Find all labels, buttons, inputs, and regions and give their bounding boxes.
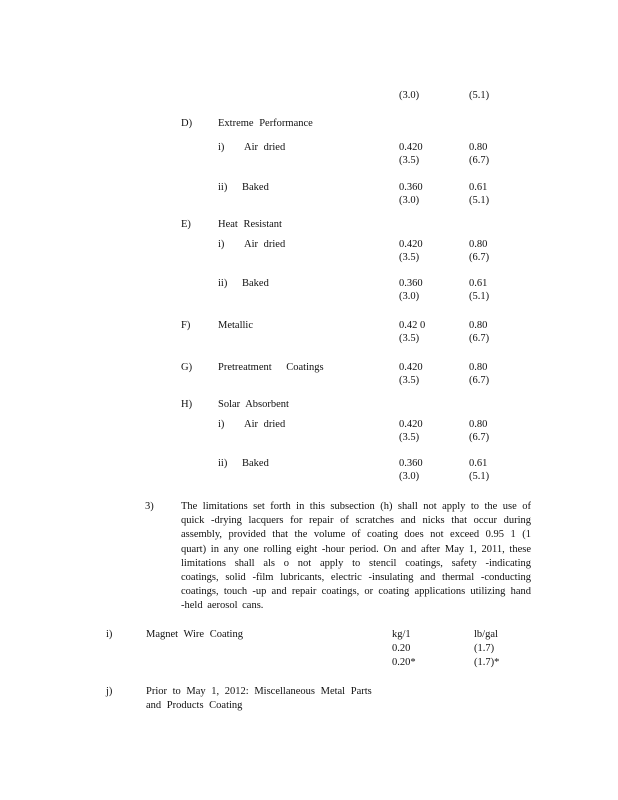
value-cell: (1.7): [474, 643, 495, 654]
value-cell: (3.5): [399, 252, 420, 263]
value-cell: (3.0): [399, 471, 420, 482]
value-cell: (6.7): [469, 375, 490, 386]
value-cell: (1.7)*: [474, 657, 500, 668]
section-title-line2: and Products Coating: [146, 700, 243, 711]
section-letter: i): [106, 629, 113, 640]
subitem-number: ii): [218, 182, 228, 193]
item-letter: H): [181, 399, 193, 410]
value-cell: (5.1): [469, 195, 490, 206]
item-letter: F): [181, 320, 191, 331]
value-cell: 0.20: [392, 643, 411, 654]
value-cell: (3.0): [399, 195, 420, 206]
item-label: Heat Resistant: [218, 219, 282, 230]
value-cell: 0.80: [469, 239, 488, 250]
value-cell: (3.5): [399, 333, 420, 344]
unit-header-kg: kg/1: [392, 629, 411, 640]
subitem-label: Air dried: [244, 419, 286, 430]
value-cell: 0.61: [469, 182, 488, 193]
subitem-label: Baked: [242, 278, 269, 289]
value-cell: 0.80: [469, 419, 488, 430]
value-cell: 0.360: [399, 278, 423, 289]
subitem-label: Baked: [242, 458, 269, 469]
value-cell: (6.7): [469, 155, 490, 166]
value-cell: (3.5): [399, 155, 420, 166]
item-letter: G): [181, 362, 193, 373]
value-cell: 0.420: [399, 239, 423, 250]
subitem-label: Air dried: [244, 142, 286, 153]
value-cell: (5.1): [469, 291, 490, 302]
value-cell: 0.80: [469, 320, 488, 331]
value-cell: (3.0): [399, 90, 420, 101]
item-label: Pretreatment Coatings: [218, 362, 324, 373]
value-cell: (6.7): [469, 252, 490, 263]
value-cell: (6.7): [469, 333, 490, 344]
value-cell: 0.360: [399, 458, 423, 469]
value-cell: (5.1): [469, 90, 490, 101]
value-cell: (6.7): [469, 432, 490, 443]
value-cell: (3.0): [399, 291, 420, 302]
subitem-number: ii): [218, 458, 228, 469]
value-cell: 0.420: [399, 362, 423, 373]
value-cell: 0.420: [399, 142, 423, 153]
item-letter: D): [181, 118, 193, 129]
limitations-paragraph: The limitations set forth in this subsection (h) shall not apply to the use of quick -drying lacquers for repair of scratches and nicks that occur during assembly, provided that the volume of coating does not exceed 0.95 1 (1 quart) in any one rolling eight -hour period. On and after May 1, 2011, these limitations shall als o not apply to stencil coatings, safety -indicating coatings, solid -film lubricants, electric -insulating and thermal -conducting coatings, touch -up and repair coatings, or coating applications utilizing hand -held aerosol cans.: [181, 501, 531, 612]
subitem-label: Baked: [242, 182, 269, 193]
section-title: Magnet Wire Coating: [146, 629, 243, 640]
value-cell: (3.5): [399, 375, 420, 386]
subitem-number: ii): [218, 278, 228, 289]
value-cell: 0.20*: [392, 657, 416, 668]
value-cell: 0.61: [469, 278, 488, 289]
subitem-number: i): [218, 239, 225, 250]
subitem-number: i): [218, 419, 225, 430]
item-label: Extreme Performance: [218, 118, 313, 129]
value-cell: 0.80: [469, 142, 488, 153]
subitem-label: Air dried: [244, 239, 286, 250]
item-label: Solar Absorbent: [218, 399, 289, 410]
value-cell: 0.80: [469, 362, 488, 373]
value-cell: 0.360: [399, 182, 423, 193]
subitem-number: i): [218, 142, 225, 153]
section-title-line1: Prior to May 1, 2012: Miscellaneous Metal Parts: [146, 686, 372, 697]
section-letter: j): [106, 686, 113, 697]
item-label: Metallic: [218, 320, 253, 331]
value-cell: 0.420: [399, 419, 423, 430]
value-cell: (3.5): [399, 432, 420, 443]
item-letter: E): [181, 219, 191, 230]
value-cell: (5.1): [469, 471, 490, 482]
unit-header-lb: lb/gal: [474, 629, 498, 640]
value-cell: 0.61: [469, 458, 488, 469]
paragraph-number: 3): [145, 501, 154, 512]
value-cell: 0.42 0: [399, 320, 426, 331]
